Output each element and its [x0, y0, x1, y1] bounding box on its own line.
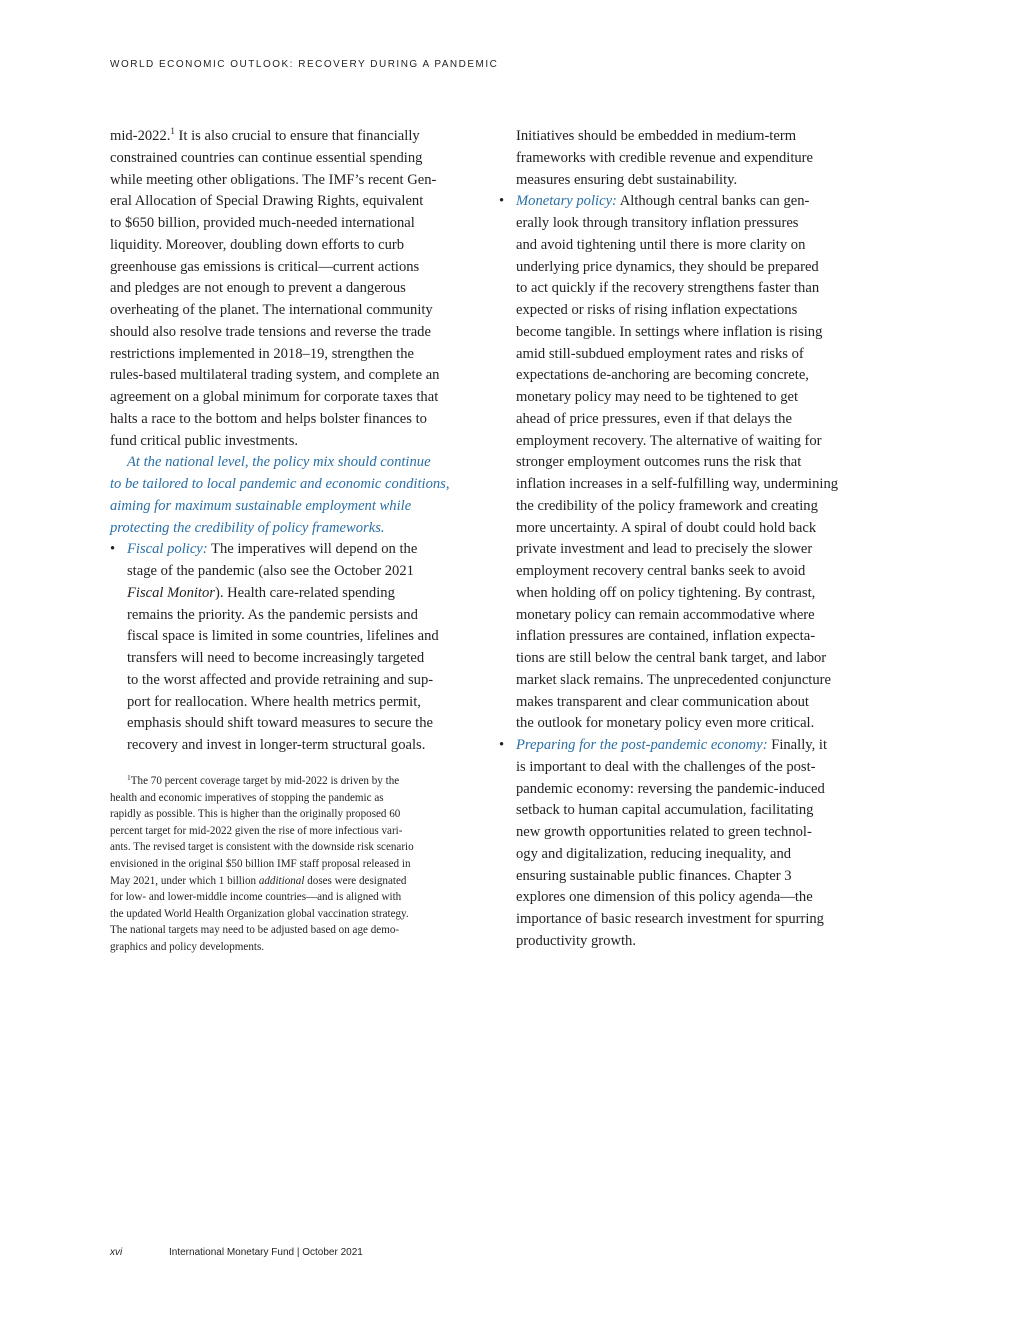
- text-line: At the national level, the policy mix should continue: [127, 454, 431, 471]
- text-line: tions are still below the central bank target, and labor: [516, 650, 827, 666]
- text-line: eral Allocation of Special Drawing Rights, equivalent: [110, 193, 424, 210]
- text-line: emphasis should shift toward measures to secure the: [127, 715, 433, 732]
- text-line: importance of basic research investment for spurring: [516, 911, 824, 927]
- text-line: rapidly as possible. This is higher than the originally proposed 60: [110, 808, 401, 821]
- text-line: for low- and lower-middle income countries—and is aligned with: [110, 891, 402, 904]
- text-line: envisioned in the original $50 billion IMF staff proposal released in: [110, 857, 411, 870]
- text-line: more uncertainty. A spiral of doubt could hold back: [516, 519, 817, 536]
- footnote-ref[interactable]: 1: [170, 126, 175, 136]
- text-line: Initiatives should be embedded in medium-term: [516, 128, 797, 144]
- text-line: port for reallocation. Where health metrics permit,: [127, 693, 421, 710]
- page-number: xvi: [110, 1247, 123, 1258]
- text-line: underlying price dynamics, they should be prepared: [516, 258, 819, 275]
- text-line: May 2021, under which 1 billion additional doses were designated: [110, 874, 407, 887]
- text-line: and pledges are not enough to prevent a dangerous: [110, 280, 406, 297]
- text-line: expected or risks of rising inflation expectations: [516, 302, 798, 318]
- text-line: percent target for mid-2022 given the rise of more infectious vari-: [110, 824, 403, 837]
- text-line: monetary policy may need to be tightened to get: [516, 389, 799, 405]
- text-line: ogy and digitalization, reducing inequality, and: [516, 845, 792, 862]
- text-line: while meeting other obligations. The IMF’s recent Gen-: [110, 171, 437, 188]
- text-line: The national targets may need to be adjusted based on age demo-: [110, 924, 400, 937]
- text-line: to act quickly if the recovery strengthens faster than: [516, 280, 820, 297]
- text-line: constrained countries can continue essential spending: [110, 149, 423, 166]
- monetary-policy-bullet: [499, 191, 863, 735]
- text-line: Preparing for the post-pandemic economy: Finally, it: [516, 737, 828, 753]
- text-line: should also resolve trade tensions and reverse the trade: [110, 323, 431, 340]
- post-pandemic-bullet: [499, 735, 863, 953]
- right-column: [499, 126, 863, 953]
- text-line: become tangible. In settings where inflation is rising: [516, 323, 823, 340]
- text-line: amid still-subdued employment rates and risks of: [516, 345, 804, 362]
- text-line: when holding off on policy tightening. By contrast,: [516, 584, 816, 601]
- text-line: new growth opportunities related to green technol-: [516, 824, 812, 840]
- text-line: the updated World Health Organization global vaccination strategy.: [110, 907, 409, 920]
- text-line: makes transparent and clear communication about: [516, 693, 809, 710]
- text-line: employment recovery central banks seek to avoid: [516, 563, 806, 579]
- text-line: stage of the pandemic (also see the October 2021: [127, 563, 414, 579]
- text-line: employment recovery. The alternative of waiting for: [516, 432, 822, 449]
- bullet-icon: •: [110, 541, 116, 558]
- bullet-heading: Monetary policy:: [516, 193, 617, 210]
- text-line: ensuring sustainable public finances. Chapter 3: [516, 867, 792, 884]
- text-line: inflation increases in a self-fulfilling way, undermining: [516, 476, 839, 492]
- bullet-heading: Fiscal policy:: [127, 541, 208, 558]
- text-line: monetary policy can remain accommodative where: [516, 606, 815, 623]
- text-line: transfers will need to become increasingly targeted: [127, 650, 425, 666]
- bullet-heading: Preparing for the post-pandemic economy:: [516, 737, 768, 753]
- text-line: productivity growth.: [516, 932, 636, 949]
- text-line: the outlook for monetary policy even more critical.: [516, 715, 815, 732]
- text-line: halts a race to the bottom and helps bolster finances to: [110, 410, 427, 427]
- publication-title: Fiscal Monitor: [127, 584, 215, 601]
- text-line: setback to human capital accumulation, facilitating: [516, 802, 814, 819]
- text-line: inflation pressures are contained, inflation expecta-: [516, 628, 816, 645]
- text-line: rules-based multilateral trading system, and complete an: [110, 367, 440, 384]
- text-line: overheating of the planet. The international community: [110, 302, 433, 318]
- text-line: expectations de-anchoring are becoming concrete,: [516, 367, 809, 384]
- text-line: aiming for maximum sustainable employment while: [110, 497, 412, 514]
- text-line: and avoid tightening until there is more clarity on: [516, 236, 806, 253]
- text-line: agreement on a global minimum for corporate taxes that: [110, 389, 439, 405]
- text-line: to $650 billion, provided much-needed international: [110, 215, 415, 231]
- continued-paragraph: [499, 126, 863, 191]
- bullet-icon: •: [499, 193, 505, 210]
- text-line: private investment and lead to precisely the slower: [516, 541, 813, 558]
- text-line: health and economic imperatives of stopping the pandemic as: [110, 791, 384, 804]
- text-line: measures ensuring debt sustainability.: [516, 171, 738, 188]
- text-line: restrictions implemented in 2018–19, strengthen the: [110, 345, 414, 362]
- text-line: stronger employment outcomes runs the risk that: [516, 454, 802, 471]
- text-line: erally look through transitory inflation pressures: [516, 215, 799, 231]
- text-line: Fiscal Monitor). Health care-related spending: [127, 584, 395, 601]
- footnote: [110, 773, 472, 956]
- text-line: the credibility of the policy framework and creating: [516, 497, 818, 514]
- bullet-icon: •: [499, 737, 505, 753]
- emphasis-paragraph: [110, 452, 472, 539]
- left-column: [110, 126, 472, 757]
- text-line: ants. The revised target is consistent with the downside risk scenario: [110, 841, 414, 854]
- text-line: mid-2022.$^1$ It is also crucial to ensure that financially: [110, 126, 420, 144]
- text-line: frameworks with credible revenue and expenditure: [516, 149, 814, 166]
- text-line: recovery and invest in longer-term structural goals.: [127, 737, 426, 753]
- text-line: Fiscal policy: The imperatives will depend on the: [127, 541, 418, 558]
- text-line: fund critical public investments.: [110, 432, 299, 449]
- text-line: pandemic economy: reversing the pandemic-induced: [516, 780, 825, 797]
- text-line: graphics and policy developments.: [110, 940, 265, 953]
- text-line: market slack remains. The unprecedented conjuncture: [516, 671, 831, 688]
- text-line: Monetary policy: Although central banks can gen-: [516, 193, 810, 210]
- text-line: to be tailored to local pandemic and economic conditions,: [110, 476, 450, 492]
- text-line: protecting the credibility of policy frameworks.: [110, 519, 385, 536]
- text-line: remains the priority. As the pandemic persists and: [127, 606, 418, 623]
- text-line: greenhouse gas emissions is critical—current actions: [110, 258, 420, 275]
- text-line: explores one dimension of this policy agenda—the: [516, 889, 813, 906]
- text-line: to the worst affected and provide retraining and sup-: [127, 671, 434, 688]
- fiscal-policy-bullet: [110, 539, 472, 757]
- running-head: WORLD ECONOMIC OUTLOOK: RECOVERY DURING A PANDEMIC: [110, 59, 499, 70]
- text-line: ahead of price pressures, even if that delays the: [516, 410, 792, 427]
- text-line: fiscal space is limited in some countries, lifelines and: [127, 628, 439, 645]
- text-line: $^1$The 70 percent coverage target by mid-2022 is driven by the: [127, 773, 400, 787]
- paragraph: [110, 126, 472, 452]
- text-line: is important to deal with the challenges of the post-: [516, 758, 816, 775]
- text-line: liquidity. Moreover, doubling down efforts to curb: [110, 236, 405, 253]
- publisher-line: International Monetary Fund | October 2021: [169, 1247, 363, 1258]
- footnote-mark: 1: [127, 773, 131, 782]
